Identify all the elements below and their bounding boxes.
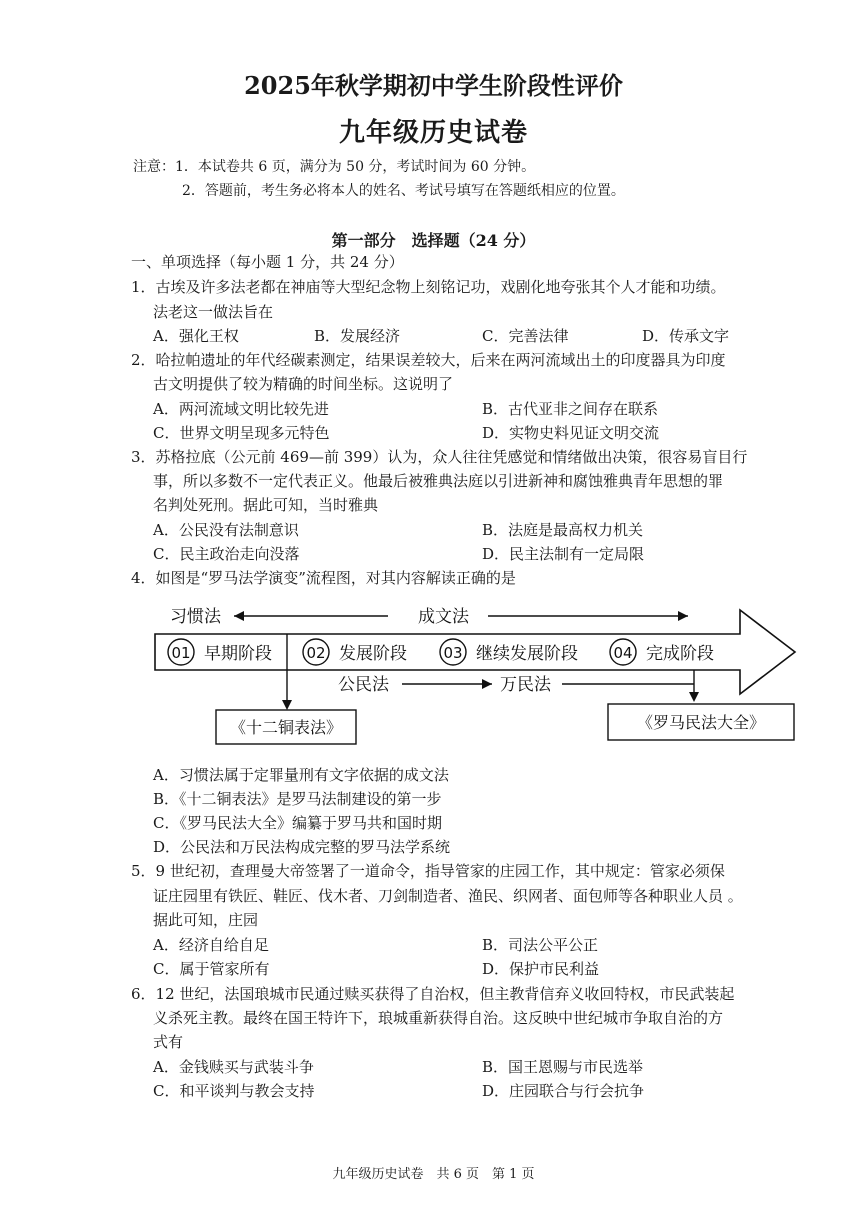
- question-3-line-1: 3．苏格拉底（公元前 469—前 399）认为，众人往往凭感觉和情绪做出决策，很容易盲目行: [131, 448, 748, 466]
- q2-option-b: B．古代亚非之间存在联系: [482, 400, 659, 418]
- q3-option-c: C．民主政治走向没落: [153, 545, 300, 563]
- diagram-label-customary-law: 习惯法: [170, 607, 221, 627]
- q6-option-c: C．和平谈判与教会支持: [153, 1082, 315, 1100]
- arrow-left-head: [234, 611, 244, 621]
- diagram-label-written-law: 成文法: [418, 607, 469, 627]
- diagram-label-law-of-nations: 万民法: [500, 675, 551, 695]
- q1-option-c: C．完善法律: [482, 327, 569, 345]
- question-6-line-2: 义杀死主教。最终在国王特许下，琅城重新获得自治。这反映中世纪城市争取自治的方: [153, 1009, 724, 1027]
- q4-option-b: B．《十二铜表法》是罗马法制建设的第一步: [153, 790, 442, 808]
- question-5-line-3: 据此可知，庄园: [153, 911, 259, 929]
- stage-02-number: 02: [306, 644, 326, 662]
- part-title: 第一部分 选择题（24 分）: [331, 231, 536, 250]
- box-twelve-tables-label: 《十二铜表法》: [229, 718, 343, 737]
- q4-option-d: D．公民法和万民法构成完整的罗马法学系统: [153, 838, 451, 856]
- q6-option-a: A．金钱赎买与武装斗争: [153, 1058, 314, 1076]
- q1-option-d: D．传承文字: [642, 327, 730, 345]
- roman-law-flow-diagram: [140, 600, 830, 750]
- arrow-civil-to-gentium-head: [482, 679, 492, 689]
- page-footer: 九年级历史试卷 共 6 页 第 1 页: [332, 1167, 535, 1182]
- question-6-line-3: 式有: [153, 1033, 184, 1051]
- connector-to-corpus-head: [689, 692, 699, 702]
- question-5-line-1: 5．9 世纪初，查理曼大帝签署了一道命令，指导管家的庄园工作，其中规定：管家必须保: [131, 862, 725, 880]
- q5-option-b: B．司法公平公正: [482, 936, 599, 954]
- exam-title: 2025年秋学期初中学生阶段性评价: [244, 71, 623, 100]
- q5-option-d: D．保护市民利益: [482, 960, 600, 978]
- q2-option-c: C．世界文明呈现多元特色: [153, 424, 330, 442]
- question-2-line-2: 古文明提供了较为精确的时间坐标。这说明了: [153, 375, 454, 393]
- q2-option-a: A．两河流域文明比较先进: [153, 400, 329, 418]
- q2-option-d: D．实物史料见证文明交流: [482, 424, 660, 442]
- exam-subtitle: 九年级历史试卷: [338, 118, 528, 148]
- connector-to-twelve-tables-head: [282, 700, 292, 710]
- diagram-label-civil-law: 公民法: [338, 675, 389, 695]
- stage-03-number: 03: [443, 644, 463, 662]
- q5-option-c: C．属于管家所有: [153, 960, 270, 978]
- q3-option-b: B．法庭是最高权力机关: [482, 521, 644, 539]
- question-5-line-2: 证庄园里有铁匠、鞋匠、伐木者、刀剑制造者、渔民、织网者、面包师等各种职业人员 。: [153, 887, 743, 905]
- stage-04-label: 完成阶段: [646, 644, 714, 664]
- arrow-right-head: [678, 611, 688, 621]
- stage-01-number: 01: [171, 644, 191, 662]
- note-line-1: 注意：1．本试卷共 6 页，满分为 50 分，考试时间为 60 分钟。: [133, 159, 536, 175]
- note-line-2: 2．答题前，考生务必将本人的姓名、考试号填写在答题纸相应的位置。: [182, 183, 625, 199]
- question-1-line-2: 法老这一做法旨在: [153, 303, 274, 321]
- q4-option-a: A．习惯法属于定罪量刑有文字依据的成文法: [153, 766, 449, 784]
- question-4-line-1: 4．如图是“罗马法学演变”流程图，对其内容解读正确的是: [131, 569, 516, 587]
- question-6-line-1: 6．12 世纪，法国琅城市民通过赎买获得了自治权，但主教背信弃义收回特权，市民武装起: [131, 985, 735, 1003]
- question-3-line-3: 名判处死刑。据此可知，当时雅典: [153, 496, 379, 514]
- question-3-line-2: 事，所以多数不一定代表正义。他最后被雅典法庭以引进新神和腐蚀雅典青年思想的罪: [153, 472, 724, 490]
- section-title: 一、单项选择（每小题 1 分，共 24 分）: [131, 253, 404, 271]
- q3-option-a: A．公民没有法制意识: [153, 521, 299, 539]
- q1-option-b: B．发展经济: [314, 327, 401, 345]
- stage-04-number: 04: [613, 644, 633, 662]
- q1-option-a: A．强化王权: [153, 327, 239, 345]
- question-2-line-1: 2．哈拉帕遗址的年代经碳素测定，结果误差较大，后来在两河流域出土的印度器具为印度: [131, 351, 726, 369]
- q3-option-d: D．民主法制有一定局限: [482, 545, 645, 563]
- question-1-line-1: 1．古埃及许多法老都在神庙等大型纪念物上刻铭记功，戏剧化地夸张其个人才能和功绩。: [131, 278, 726, 296]
- q4-option-c: C．《罗马民法大全》编纂于罗马共和国时期: [153, 814, 442, 832]
- stage-01-label: 早期阶段: [204, 644, 272, 664]
- q6-option-b: B．国王恩赐与市民选举: [482, 1058, 644, 1076]
- q5-option-a: A．经济自给自足: [153, 936, 269, 954]
- stage-03-label: 继续发展阶段: [476, 644, 578, 664]
- q6-option-d: D．庄园联合与行会抗争: [482, 1082, 645, 1100]
- box-corpus-juris-label: 《罗马民法大全》: [636, 713, 766, 732]
- stage-02-label: 发展阶段: [339, 644, 407, 664]
